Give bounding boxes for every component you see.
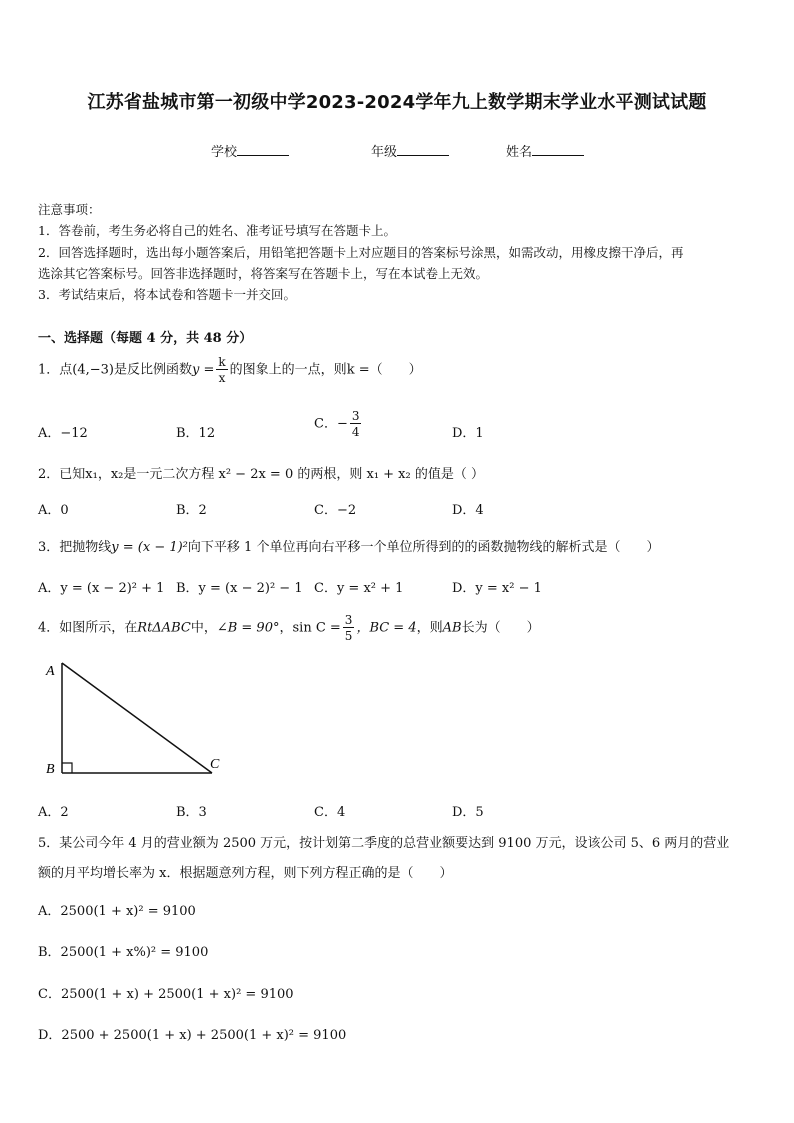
q1-mid: 是反比例函数	[114, 362, 193, 378]
note-2b: 选涂其它答案标号。回答非选择题时，将答案写在答题卡上，写在本试卷上无效。	[38, 266, 489, 281]
q4-pre: 4．如图所示，在	[38, 620, 138, 636]
section-heading: 一、选择题（每题 4 分，共 48 分）	[38, 331, 253, 346]
q4-den: 5	[344, 629, 353, 643]
q1-pre: 1．点	[38, 362, 73, 378]
question-5-line2: 额的月平均增长率为 x．根据题意列方程，则下列方程正确的是（ ）	[38, 866, 453, 881]
q3-post: 向下平移 1 个单位再向右平移一个单位所得到的的函数抛物线的解析式是（ ）	[187, 540, 660, 555]
q1-option-b[interactable]: B．12	[176, 426, 216, 441]
q1-ask: k =（ ）	[346, 362, 422, 378]
q4-sin: ，sin C =	[279, 620, 341, 636]
q1-point: (4,−3)	[72, 362, 114, 378]
q4-post: ，则	[416, 620, 443, 636]
q4-bc: ，BC = 4	[356, 620, 417, 636]
q5-option-b[interactable]: B．2500(1 + x%)² = 9100	[38, 945, 209, 960]
q1-c-den: 4	[351, 425, 360, 439]
q4-num: 3	[344, 613, 353, 627]
q4-tri: RtΔABC	[137, 620, 191, 636]
q5-option-c[interactable]: C．2500(1 + x) + 2500(1 + x)² = 9100	[38, 987, 294, 1002]
q4-option-c[interactable]: C．4	[314, 805, 346, 820]
question-5-line1: 5．某公司今年 4 月的营业额为 2500 万元，按计划第二季度的总营业额要达到 9100 万元，设该公司 5、6 两月的营业	[38, 836, 730, 851]
name-field	[506, 141, 584, 160]
q3-expr: y = (x − 1)²	[111, 540, 188, 555]
right-angle-mark	[62, 763, 72, 773]
q3-pre: 3．把抛物线	[38, 540, 112, 555]
note-3: 3．考试结束后，将本试卷和答题卡一并交回。	[38, 287, 296, 302]
question-1	[38, 356, 422, 384]
name-label: 姓名	[506, 145, 533, 160]
school-label: 学校	[211, 145, 238, 160]
q2-option-a[interactable]: A．0	[38, 503, 69, 518]
q1-c-pre: C．−	[314, 416, 348, 432]
q2-option-b[interactable]: B．2	[176, 503, 207, 518]
q4-option-a[interactable]: A．2	[38, 805, 69, 820]
q4-option-b[interactable]: B．3	[176, 805, 207, 820]
q1-c-fraction	[350, 410, 362, 438]
q1-option-a[interactable]: A．−12	[38, 426, 88, 441]
q5-option-d[interactable]: D．2500 + 2500(1 + x) + 2500(1 + x)² = 9100	[38, 1028, 347, 1043]
q3-option-a[interactable]: A．y = (x − 2)² + 1	[38, 581, 165, 596]
name-blank[interactable]	[532, 143, 584, 156]
vertex-c-label: C	[210, 757, 220, 772]
q4-angle: ∠B = 90°	[216, 620, 280, 636]
question-4	[38, 614, 540, 642]
q1-func: y =	[192, 362, 215, 378]
q3-option-d[interactable]: D．y = x² − 1	[452, 581, 542, 596]
q1-fraction	[216, 356, 227, 384]
grade-label: 年级	[371, 145, 398, 160]
note-2a: 2．回答选择题时，选出每小题答案后，用铅笔把答题卡上对应题目的答案标号涂黑，如需改动，用橡皮擦干净后，再	[38, 245, 684, 260]
q4-ab: AB	[442, 620, 462, 636]
vertex-b-label: B	[46, 762, 55, 777]
q4-end: 长为（ ）	[461, 620, 540, 636]
vertex-a-label: A	[46, 664, 55, 679]
q1-option-c[interactable]	[314, 410, 363, 438]
q4-fraction	[343, 614, 355, 642]
q4-mid: 中，	[190, 620, 217, 636]
question-2: 2．已知x₁，x₂是一元二次方程 x² − 2x = 0 的两根，则 x₁ + x₂ 的值是（ ）	[38, 467, 484, 482]
q2-option-c[interactable]: C．−2	[314, 503, 357, 518]
q2-option-d[interactable]: D．4	[452, 503, 484, 518]
q4-option-d[interactable]: D．5	[452, 805, 484, 820]
grade-field	[371, 141, 449, 160]
school-blank[interactable]	[237, 143, 289, 156]
triangle-figure	[40, 655, 230, 780]
grade-blank[interactable]	[397, 143, 449, 156]
q1-num: k	[218, 355, 226, 369]
q1-den: x	[218, 371, 226, 385]
notes-heading: 注意事项：	[38, 202, 101, 217]
q1-post: 的图象上的一点，则	[229, 362, 347, 378]
question-3	[38, 536, 659, 555]
q3-option-c[interactable]: C．y = x² + 1	[314, 581, 404, 596]
q5-option-a[interactable]: A．2500(1 + x)² = 9100	[38, 904, 196, 919]
page-title: 江苏省盐城市第一初级中学2023-2024学年九上数学期末学业水平测试试题	[87, 92, 707, 113]
q1-c-num: 3	[351, 409, 360, 423]
side-ac	[62, 663, 212, 773]
q1-option-d[interactable]: D．1	[452, 426, 484, 441]
q3-option-b[interactable]: B．y = (x − 2)² − 1	[176, 581, 303, 596]
school-field	[211, 141, 289, 160]
note-1: 1．答卷前，考生务必将自己的姓名、准考证号填写在答题卡上。	[38, 223, 396, 238]
